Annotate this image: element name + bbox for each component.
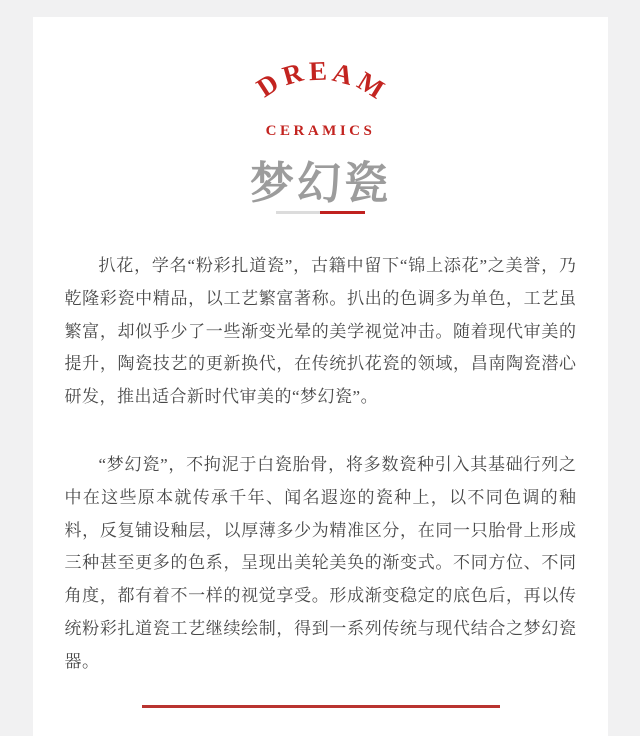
brand-logo-dream — [33, 47, 608, 117]
content-card — [33, 17, 608, 736]
logo-letter: R — [279, 56, 307, 92]
article-paragraph-1: 扒花，学名“粉彩扎道瓷”，古籍中留下“锦上添花”之美誉，乃乾隆彩瓷中精品，以工艺繁富著称。扒出的色调多为单色，工艺虽繁富，却似乎少了一些渐变光晕的美学视觉冲击。随着现代审美的提升，陶瓷技艺的更新换代，在传统扒花瓷的领域，昌南陶瓷潜心研发，推出适合新时代审美的“梦幻瓷”。 — [64, 256, 577, 407]
title-underline — [276, 211, 365, 214]
bottom-divider-line — [142, 705, 500, 708]
article-body — [65, 250, 577, 679]
logo-letter: A — [329, 57, 356, 92]
logo-letter: D — [250, 67, 284, 103]
page-title: 梦幻瓷 — [250, 159, 391, 208]
article-paragraph-2: “梦幻瓷”，不拘泥于白瓷胎骨，将多数瓷种引入其基础行列之中在这些原本就传承千年、闻名遐迩的瓷种上，以不同色调的釉料，反复铺设釉层，以厚薄多少为精准区分，在同一只胎骨上形成三种甚至更多的色系，呈现出美轮美奂的渐变式。不同方位、不同角度，都有着不一样的视觉享受。形成渐变稳定的底色后，再以传统粉彩扎道瓷工艺继续绘制，得到一系列传统与现代结合之梦幻瓷器。 — [64, 454, 577, 671]
logo-letter: E — [307, 55, 328, 87]
logo-letter: M — [352, 65, 390, 105]
brand-subtitle: CERAMICS — [265, 123, 376, 139]
title-underline-red-segment — [320, 211, 365, 214]
title-underline-gray-segment — [276, 211, 320, 214]
